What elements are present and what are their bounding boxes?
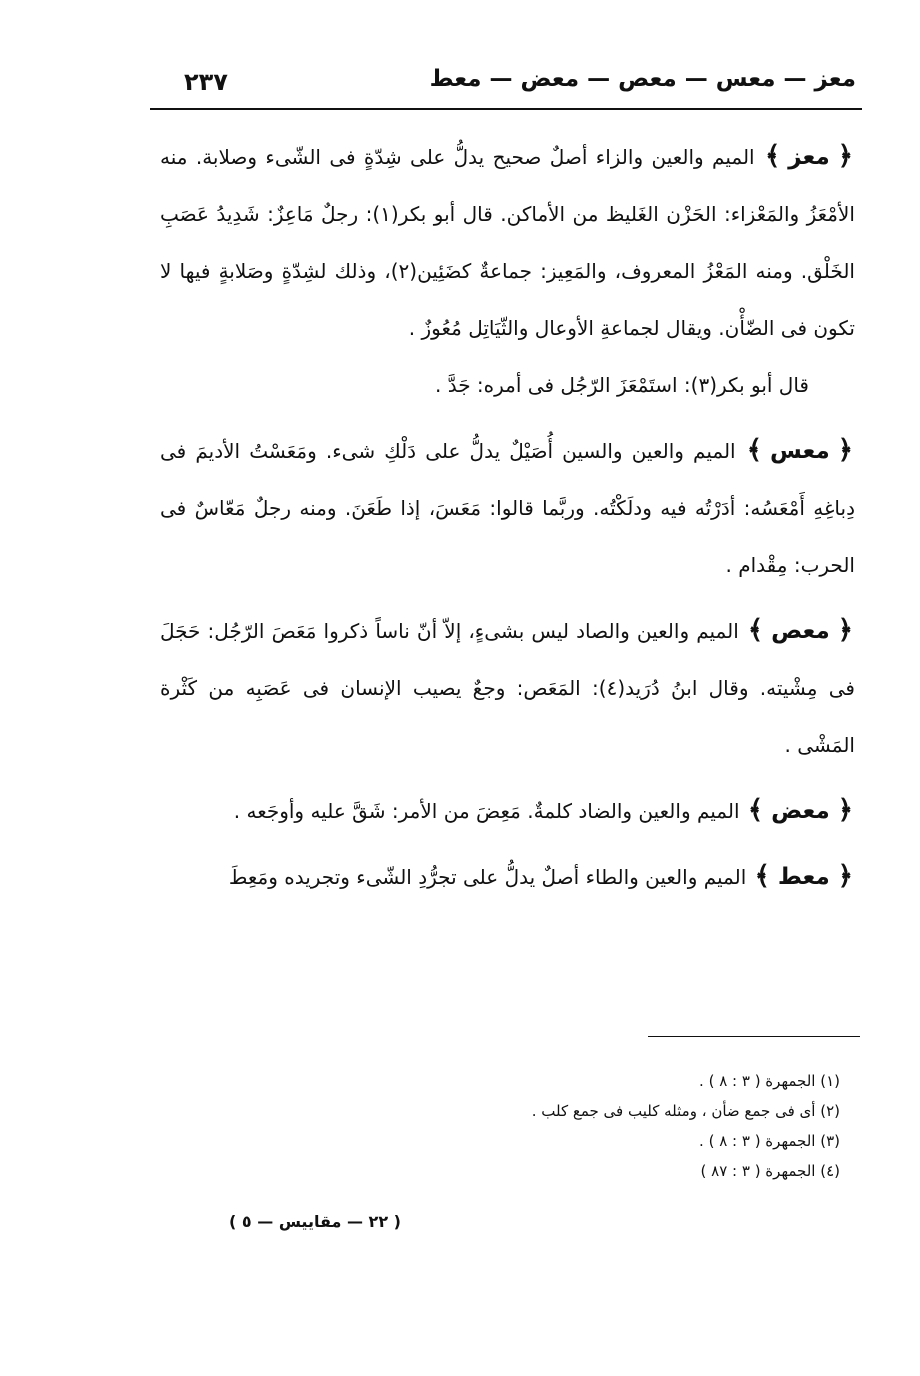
headword-text: معض — [771, 798, 830, 824]
entry-mat — [160, 848, 855, 906]
printer-signature: ( ٢٢ — مقاييس — ٥ ) — [229, 1212, 401, 1231]
entry-quote: قال أبو بكر(٣): استَمْعَزَ الرّجُل فى أمره: جَدَّ . — [434, 373, 809, 397]
entry-paragraph — [160, 128, 855, 357]
headword-text: معص — [771, 618, 830, 644]
close-bracket: ﴾ — [747, 795, 764, 825]
footnote-1: (١) الجمهرة ( ٣ : ٨ ) . — [699, 1072, 840, 1090]
headword-text: معط — [777, 864, 830, 890]
entry-madad — [160, 782, 855, 840]
page-number: ٢٣٧ — [184, 68, 228, 96]
footnote-4: (٤) الجمهرة ( ٣ : ٨٧ ) — [700, 1162, 840, 1180]
open-bracket: ﴿ — [837, 615, 853, 645]
header-rule — [150, 108, 862, 110]
entry-text: الميم والعين والضاد كلمةٌ. مَعِضَ من الأمر: شَقَّ عليه وأوجَعه . — [233, 799, 740, 823]
close-bracket: ﴾ — [746, 435, 762, 465]
footnote-3: (٣) الجمهرة ( ٣ : ٨ ) . — [699, 1132, 840, 1150]
entry-mas — [160, 422, 855, 594]
open-bracket: ﴿ — [837, 435, 853, 465]
footnotes — [420, 1066, 840, 1186]
entry-text: الميم والعين والصاد ليس بشىءٍ، إلاّ أنّ ناساً ذكروا مَعَصَ الرّجُل: حَجَلَ فى مِشْيته. وقال ابنُ دُرَيد(٤): المَعَص: وجعٌ يصيب الإنسان فى عَصَبِه من كَثْرة المَشْى . — [160, 619, 855, 757]
headword-text: معس — [770, 438, 830, 464]
dictionary-body — [160, 128, 855, 914]
entry-paragraph — [160, 422, 855, 594]
entry-paragraph — [160, 782, 855, 840]
headword-text: معز — [788, 144, 830, 170]
entry-text: الميم والعين والزاء أصلٌ صحيح يدلُّ على شِدّةٍ فى الشّىء وصلابة. منه الأمْعَزُ والمَعْزاء: الحَزْن الغَليظ من الأماكن. قال أبو بكر(١): رجلٌ مَاعِزٌ: شَدِيدُ عَصَبِ الخَلْق. ومنه المَعْزُ المعروف، والمَعِيز: جماعةٌ كضَئِين(٢)، وذلك لشِدّةٍ وصَلابةٍ فيها لا تكون فى الضّأْن. ويقال لجماعةِ الأوعال والثّيَاتِل مُعُوزٌ . — [160, 145, 855, 340]
close-bracket: ﴾ — [764, 141, 781, 171]
page-header — [150, 62, 862, 104]
open-bracket: ﴿ — [837, 795, 853, 825]
entry-text: الميم والعين والطاء أصلٌ يدلُّ على تجرُّدِ الشّىء وتجريده ومَعِطَ — [228, 865, 747, 889]
entry-masad — [160, 602, 855, 774]
entry-paragraph — [160, 602, 855, 774]
close-bracket: ﴾ — [754, 861, 770, 891]
open-bracket: ﴿ — [837, 861, 853, 891]
entry-paragraph — [160, 848, 855, 906]
headword — [746, 782, 855, 840]
headword — [753, 848, 855, 906]
entry-maz — [160, 128, 855, 414]
entry-text: الميم والعين والسين أُصَيْلٌ يدلُّ على دَلْكِ شىء. ومَعَسْتُ الأديمَ فى دِباغِهِ أَمْعَسُه: أدَرْتُه فيه ودلَكْتُه. وربَّما قالوا: مَعَسَ، إذا طَعَنَ. ومنه رجلٌ مَعّاسٌ فى الحرب: مِقْدام . — [160, 439, 855, 577]
footnote-2: (٢) أى فى جمع ضأن ، ومثله كليب فى جمع كلب . — [531, 1102, 840, 1120]
headword — [763, 128, 855, 186]
open-bracket: ﴿ — [837, 141, 854, 171]
footnote-rule — [648, 1036, 860, 1037]
headword — [745, 422, 855, 480]
headword — [746, 602, 855, 660]
running-head: معز — معس — معص — معض — معط — [429, 66, 856, 92]
close-bracket: ﴾ — [747, 615, 764, 645]
